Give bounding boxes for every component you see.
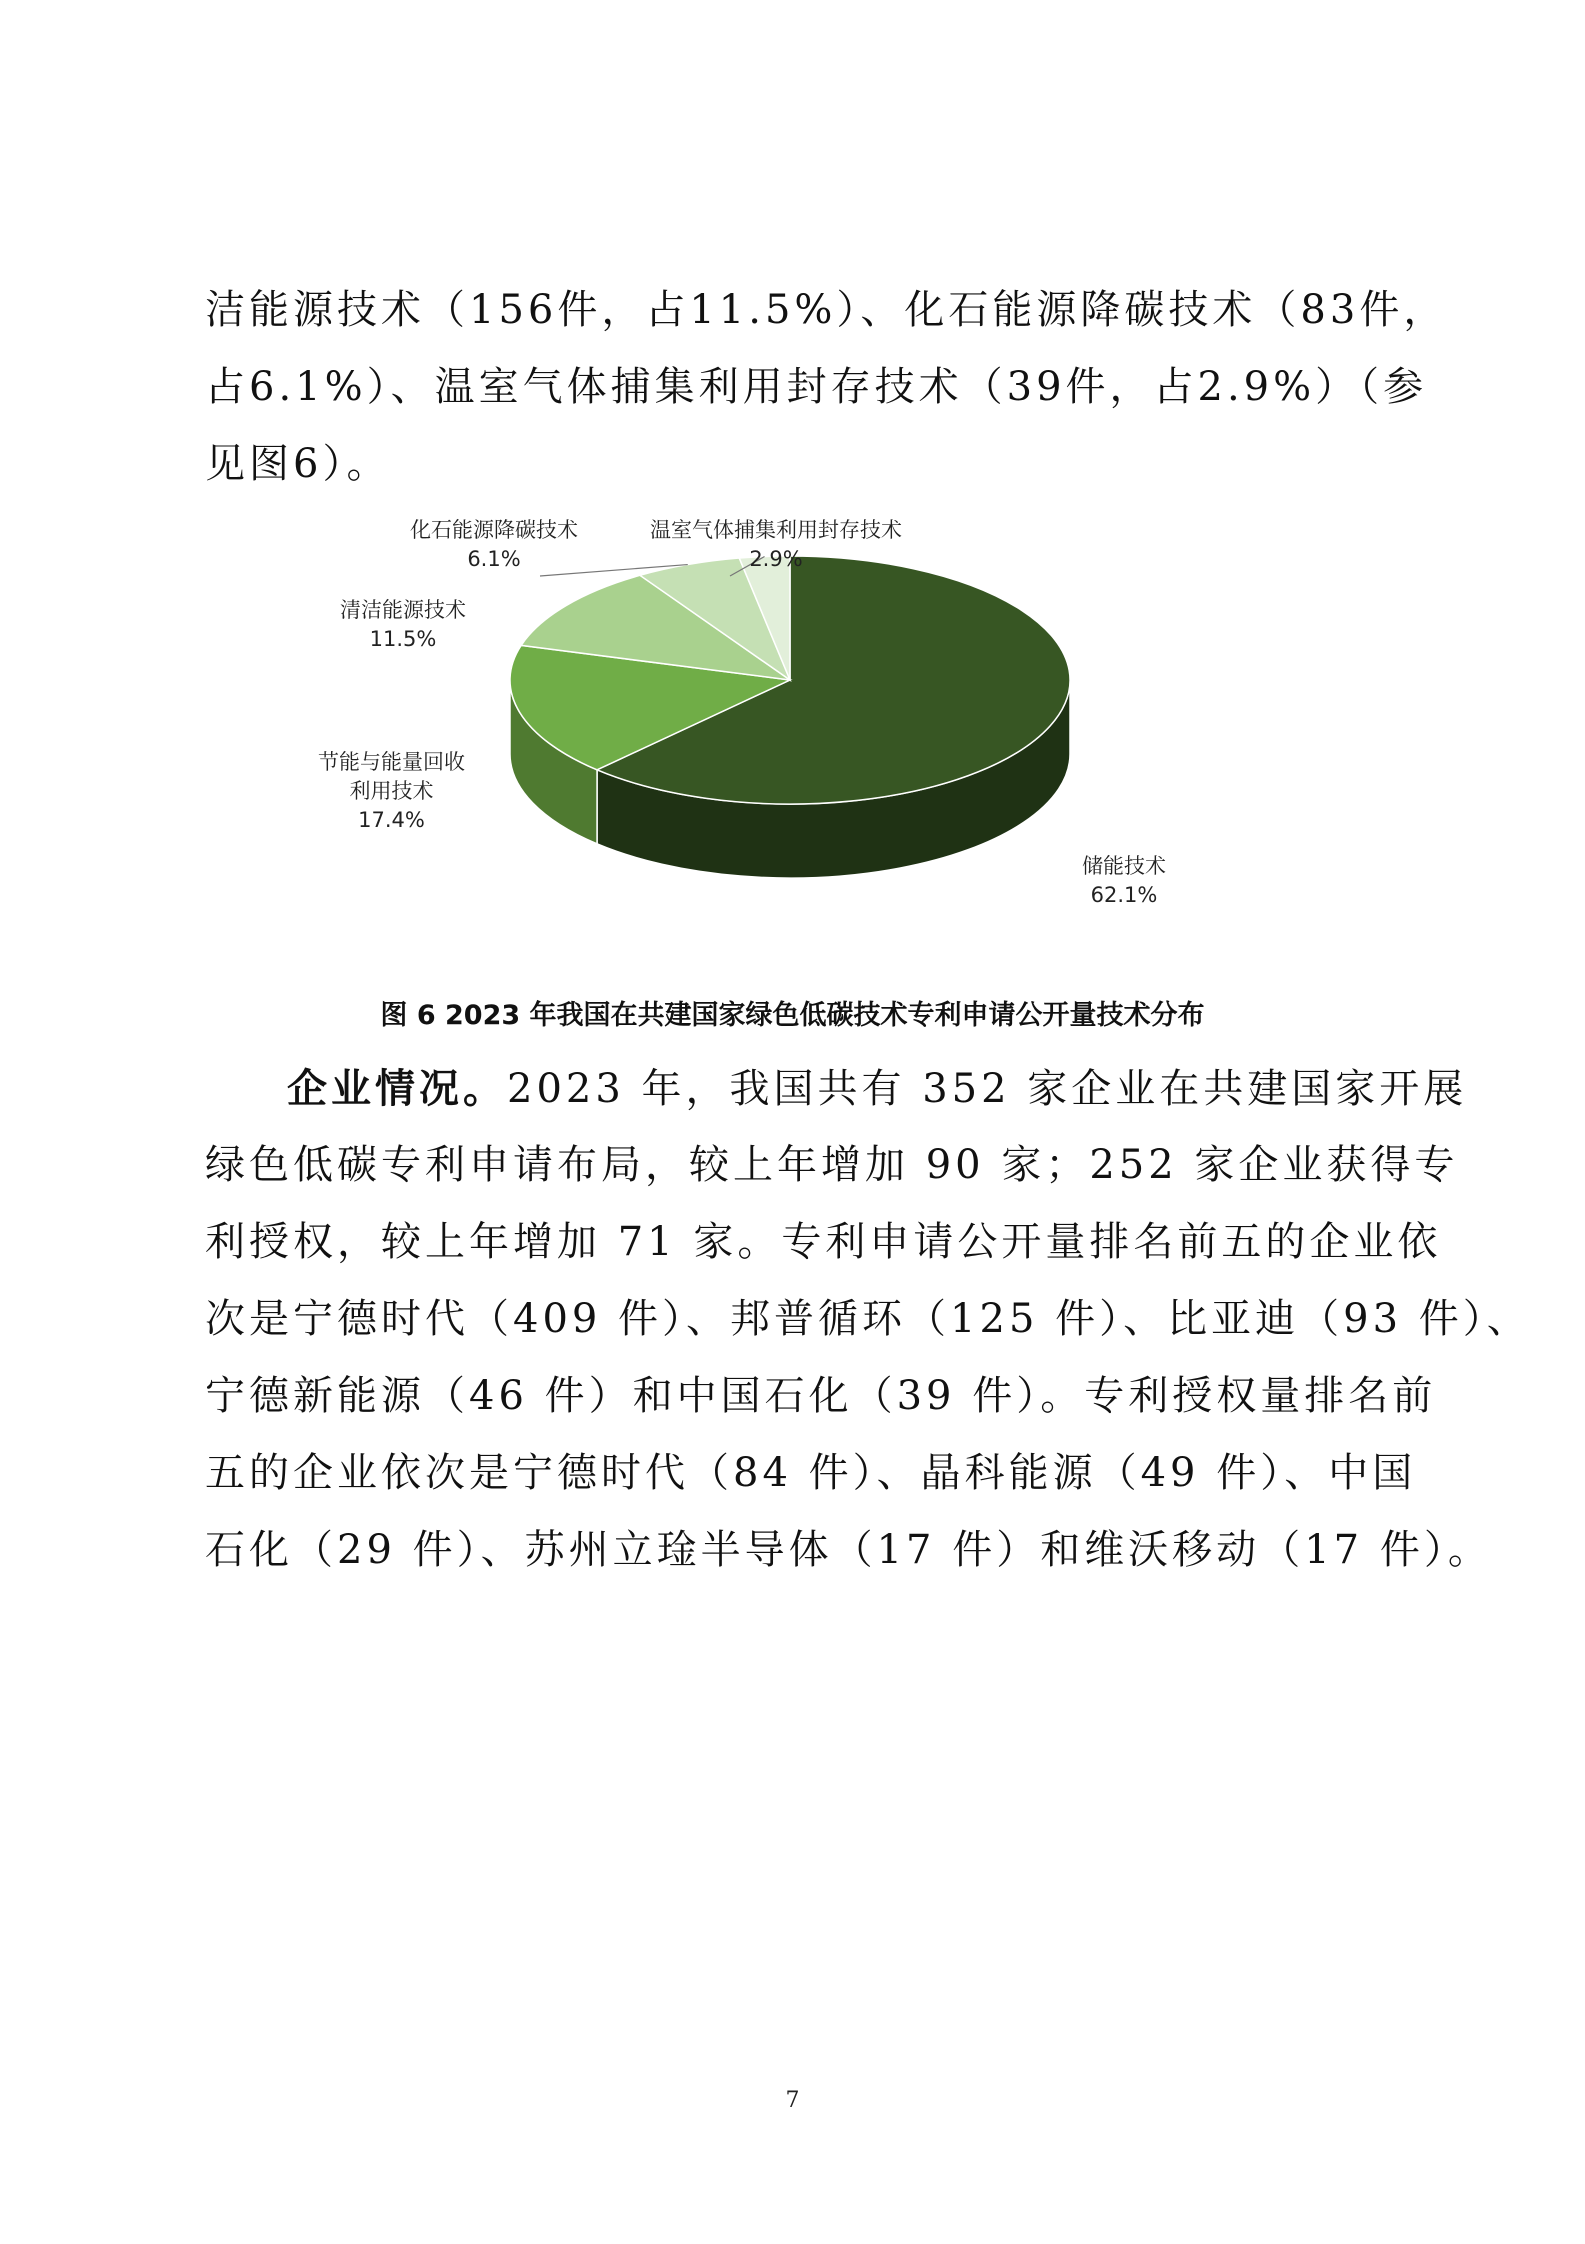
figure-caption: 图 6 2023 年我国在共建国家绿色低碳技术专利申请公开量技术分布 [380,1000,1205,1031]
paragraph-line: 利授权，较上年增加 71 家。专利申请公开量排名前五的企业依 [205,1219,1442,1265]
label-name: 化石能源降碳技术 [410,518,578,542]
label-value: 2.9% [749,547,803,571]
paragraph-line: 洁能源技术（156件，占11.5%）、化石能源降碳技术（83件， [205,287,1448,333]
paragraph-line: 绿色低碳专利申请布局，较上年增加 90 家；252 家企业获得专 [205,1142,1459,1188]
label-name: 清洁能源技术 [340,598,466,622]
label-name: 利用技术 [349,779,434,803]
paragraph-line: 宁德新能源（46 件）和中国石化（39 件）。专利授权量排名前 [205,1373,1437,1419]
company-paragraph [205,1050,1531,1589]
pie-chart [300,500,1300,930]
slice-label-ghg-capture [650,516,902,574]
paragraph-line: 石化（29 件）、苏州立琻半导体（17 件）和维沃移动（17 件）。 [205,1527,1492,1573]
label-value: 6.1% [467,547,521,571]
intro-paragraph [205,272,1448,503]
slice-label-fossil-decarbonization [410,516,578,574]
slice-label-clean-energy [340,596,466,654]
label-value: 11.5% [369,627,437,651]
label-value: 62.1% [1090,883,1158,907]
slice-label-energy-saving [318,748,465,835]
label-name: 温室气体捕集利用封存技术 [650,518,902,542]
page-number: 7 [785,2088,800,2113]
paragraph-line: 见图6）。 [205,441,391,487]
slice-label-energy-storage [1082,852,1166,910]
label-name: 节能与能量回收 [318,750,465,774]
label-value: 17.4% [358,808,425,832]
paragraph-lead: 企业情况。 [287,1065,507,1112]
paragraph-line [205,1050,1468,1127]
paragraph-line: 次是宁德时代（409 件）、邦普循环（125 件）、比亚迪（93 件）、 [205,1296,1531,1342]
paragraph-line-text: 2023 年，我国共有 352 家企业在共建国家开展 [507,1066,1468,1112]
label-name: 储能技术 [1082,854,1166,878]
paragraph-line: 五的企业依次是宁德时代（84 件）、晶科能源（49 件）、中国 [205,1450,1417,1496]
paragraph-line: 占6.1%）、温室气体捕集利用封存技术（39件，占2.9%）（参 [205,364,1428,410]
